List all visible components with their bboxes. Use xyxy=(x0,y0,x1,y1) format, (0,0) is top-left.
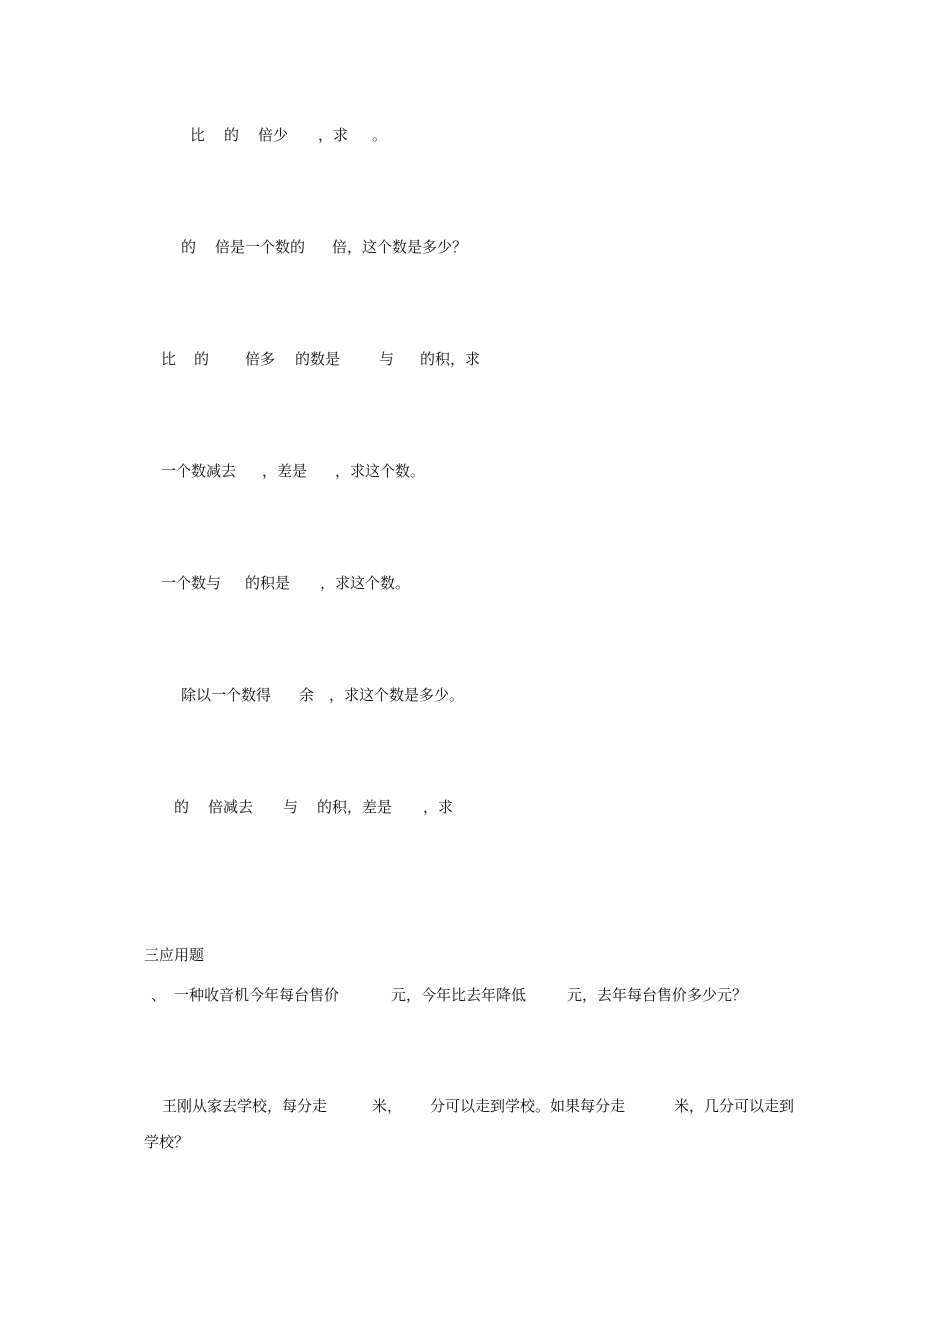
applied-problem-1-text: 元，去年每台售价多少元？ xyxy=(567,986,748,1004)
section-title: 三应用题 xyxy=(144,946,205,964)
problem-2-text: 倍是一个数的 xyxy=(215,238,306,256)
problem-1-text: 比 xyxy=(190,126,206,144)
problem-1-text: 。 xyxy=(372,126,388,144)
problem-3-text: 比 xyxy=(161,350,177,368)
problem-4-text: ，求这个数。 xyxy=(335,462,426,480)
problem-3-text: 与 xyxy=(379,350,395,368)
problem-1-text: 倍少 xyxy=(258,126,289,144)
problem-5-text: 的积是 xyxy=(245,574,291,592)
applied-problem-1-text: 、 xyxy=(151,986,167,1004)
problem-1-text: ，求 xyxy=(318,126,349,144)
problem-2-text: 的 xyxy=(181,238,197,256)
applied-problem-2-continuation: 学校？ xyxy=(144,1133,190,1151)
problem-7-text: 的 xyxy=(174,798,190,816)
problem-5-text: ，求这个数。 xyxy=(320,574,411,592)
problem-3-text: 的数是 xyxy=(295,350,341,368)
problem-5-text: 一个数与 xyxy=(161,574,222,592)
problem-6-text: 除以一个数得 xyxy=(181,686,272,704)
problem-1-text: 的 xyxy=(224,126,240,144)
problem-3-text: 的积，求 xyxy=(420,350,481,368)
problem-6-text: ，求这个数是多少。 xyxy=(329,686,465,704)
problem-2-text: 倍，这个数是多少？ xyxy=(332,238,468,256)
problem-7-text: ，求 xyxy=(423,798,454,816)
applied-problem-2-text: 分可以走到学校。如果每分走 xyxy=(430,1097,626,1115)
problem-4-text: ，差是 xyxy=(262,462,308,480)
problem-3-text: 的 xyxy=(194,350,210,368)
problem-7-text: 与 xyxy=(283,798,299,816)
applied-problem-2-text: 米，几分可以走到 xyxy=(674,1097,795,1115)
applied-problem-2-text: 米， xyxy=(372,1097,403,1115)
problem-7-text: 倍减去 xyxy=(208,798,254,816)
applied-problem-2-text: 王刚从家去学校，每分走 xyxy=(162,1097,328,1115)
applied-problem-1-text: 元，今年比去年降低 xyxy=(391,986,527,1004)
problem-7-text: 的积，差是 xyxy=(317,798,393,816)
applied-problem-1-text: 一种收音机今年每台售价 xyxy=(174,986,340,1004)
problem-4-text: 一个数减去 xyxy=(161,462,237,480)
problem-3-text: 倍多 xyxy=(245,350,276,368)
problem-6-text: 余 xyxy=(299,686,315,704)
